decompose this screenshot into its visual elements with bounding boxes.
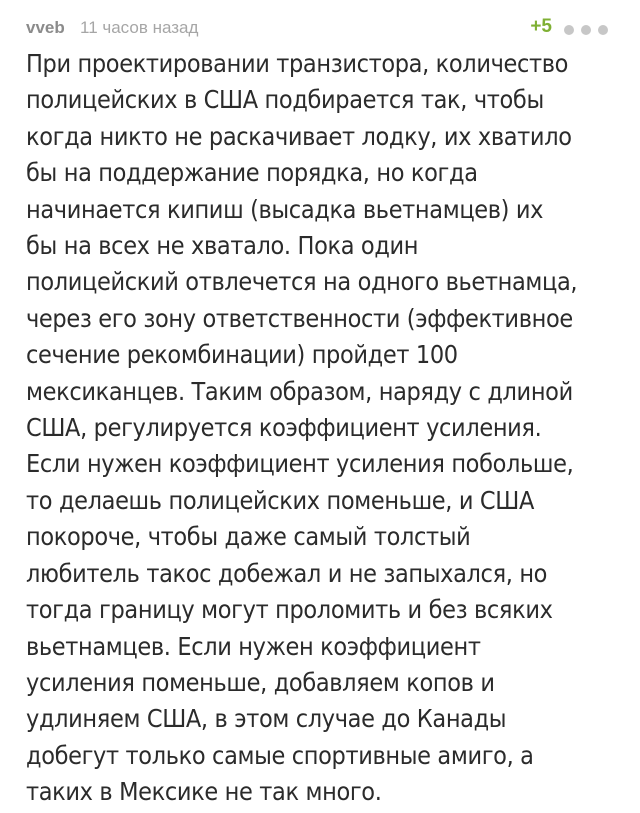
dot-icon [581,25,591,35]
dot-icon [564,25,574,35]
dot-icon [598,25,608,35]
comment-time[interactable]: 11 часов назад [80,18,199,37]
more-dots-icon[interactable] [564,24,608,36]
comment-header [26,10,610,46]
comment-rating: +5 [530,16,552,37]
comment-author[interactable]: vveb [26,18,65,37]
comment-text: При проектировании транзистора, количество полицейских в США подбирается так, чтобы когда никто не раскачивает лодку, их хватило бы на поддержание порядка, но когда начинается кипиш (высадка вьетнамцев) их бы на всех не хватало. Пока один полицейский отвлечется на одного вьетнамца, через его зону ответственности (эффективное сечение рекомбинации) пройдет 100 мексиканцев. Таким образом, наряду с длиной США, регулируется коэффициент усиления. Если нужен коэффициент усиления побольше, то делаешь полицейских поменьше, и США покороче, чтобы даже самый толстый любитель такос добежал и не запыхался, но тогда границу могут проломить и без всяких вьетнамцев. Если нужен коэффициент усиления поменьше, добавляем копов и удлиняем США, в этом случае до Канады добегут только самые спортивные амиго, а таких в Мексике не так много. [26,49,578,807]
comment [26,10,610,811]
